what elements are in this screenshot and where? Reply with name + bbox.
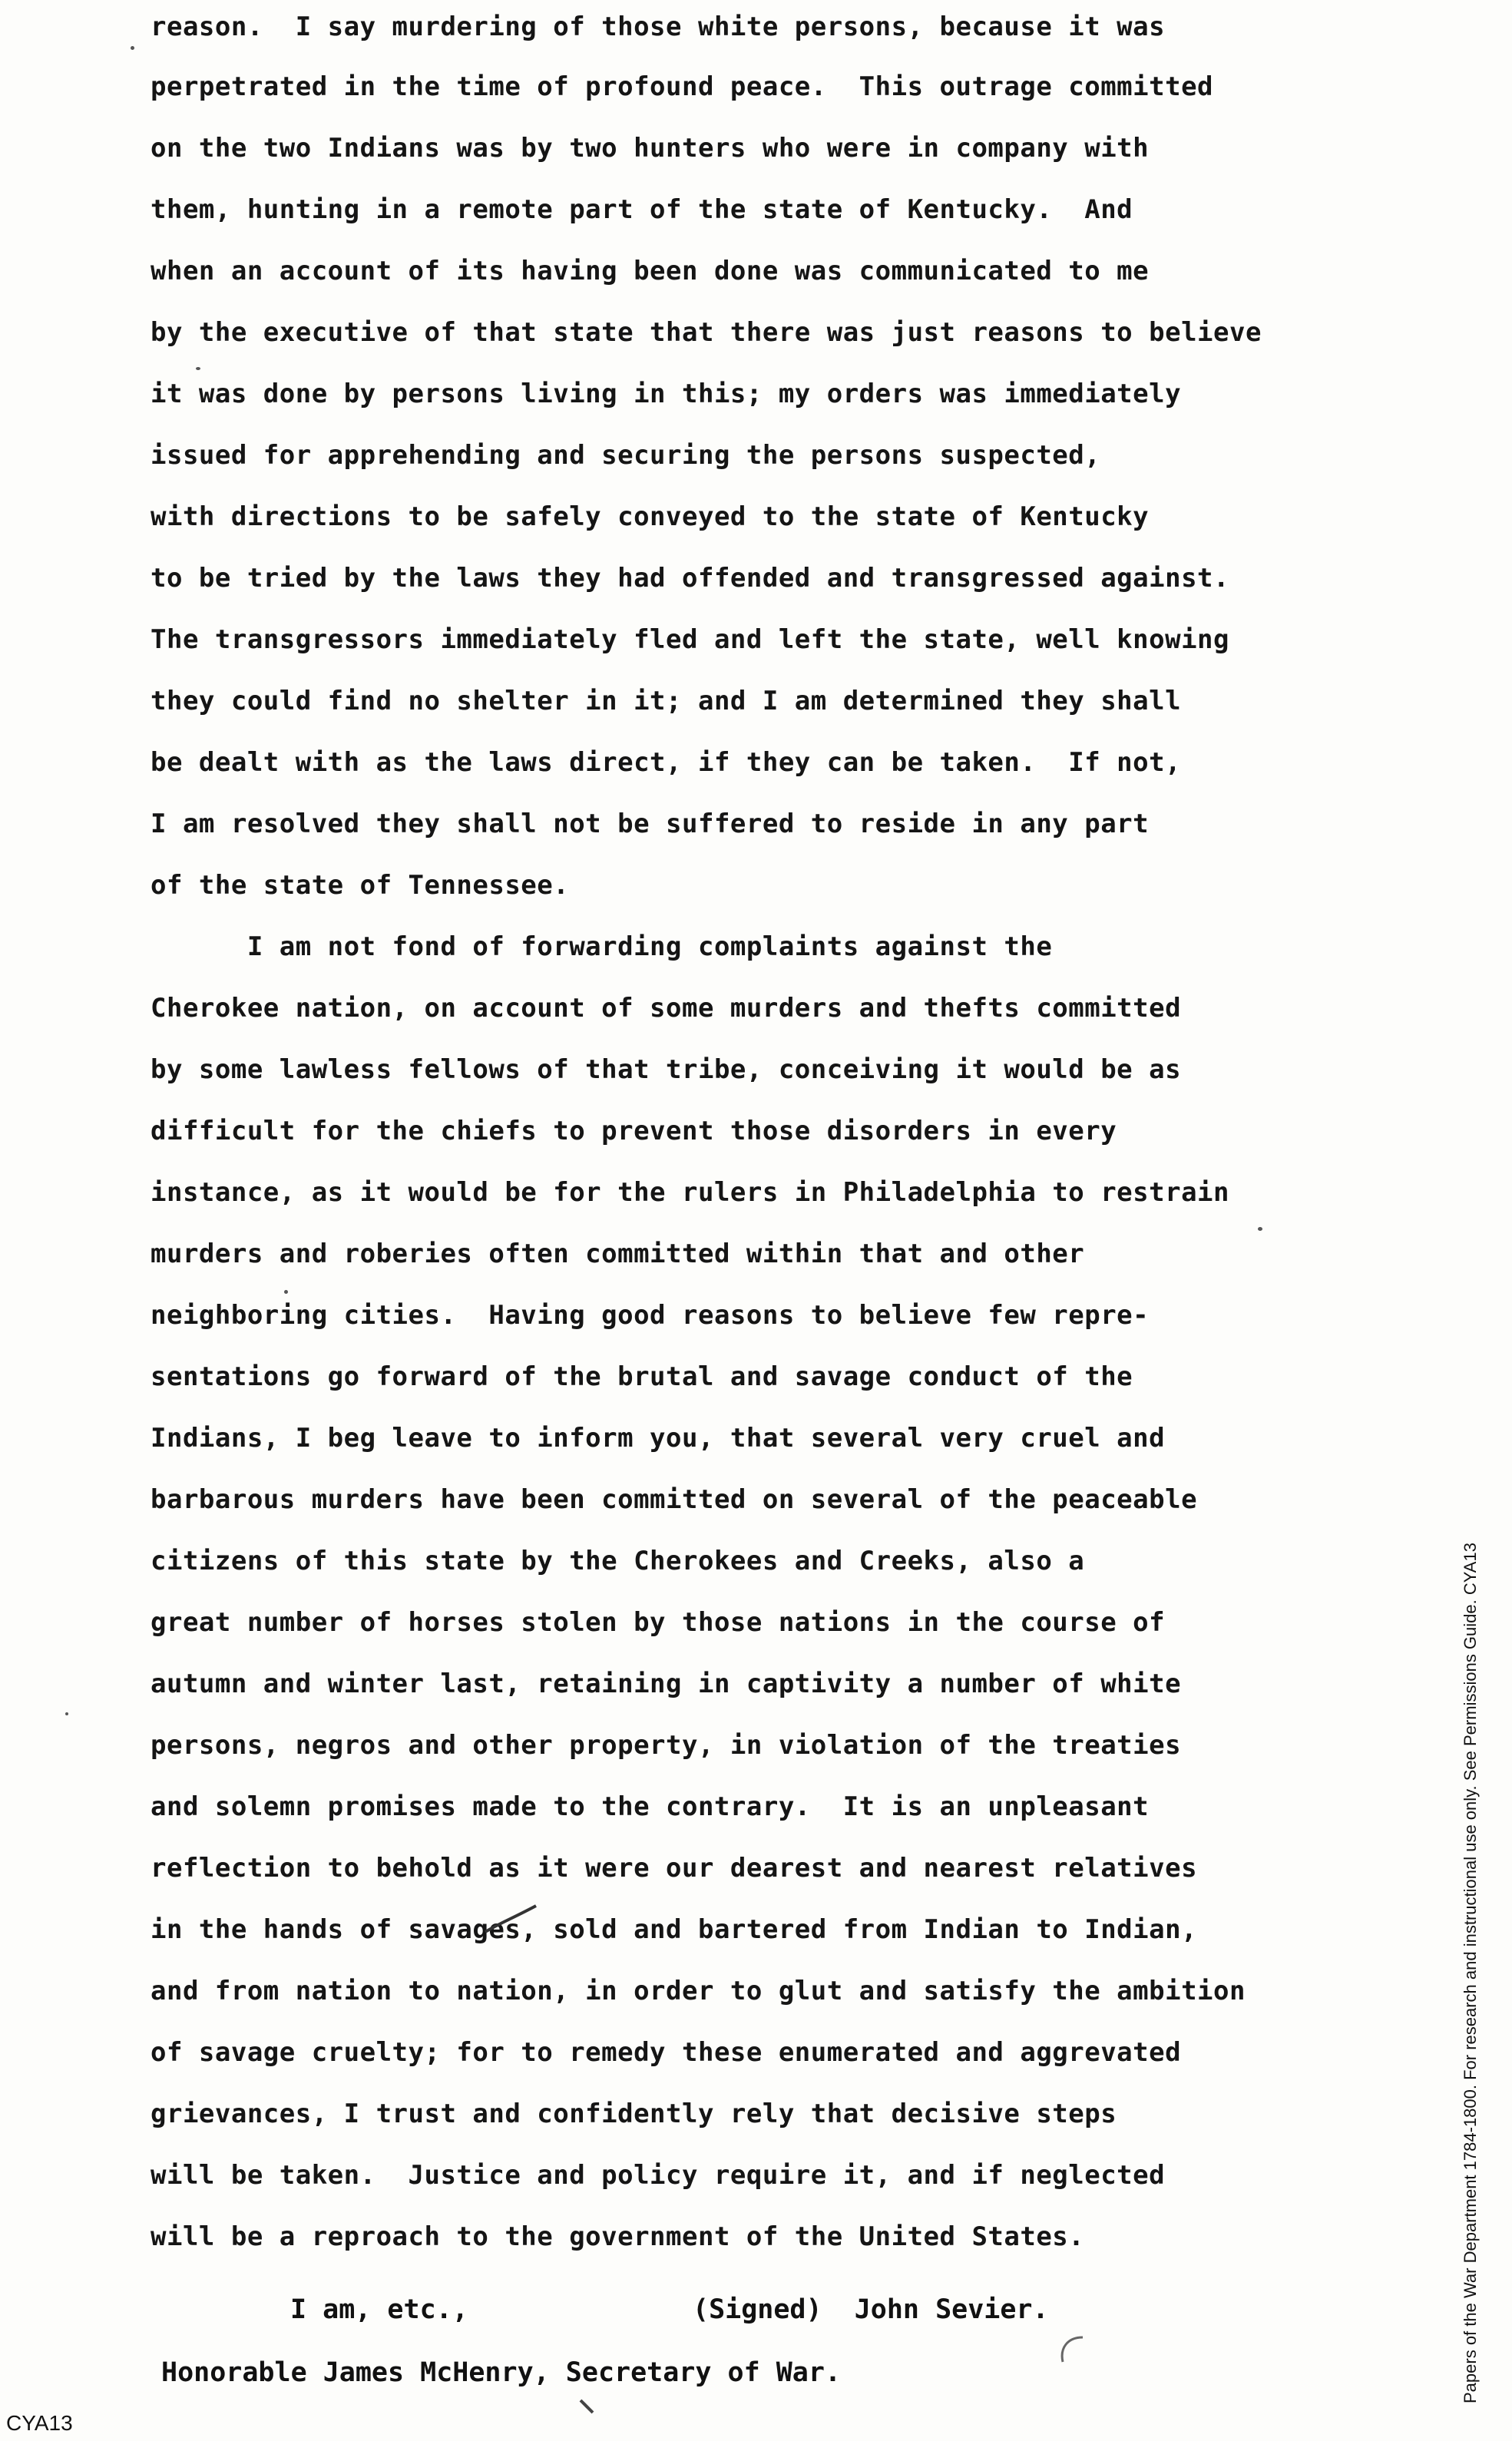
letter-line: grievances, I trust and confidently rely that decisive steps [151, 2099, 1117, 2129]
addressee-line: Honorable James McHenry, Secretary of War. [161, 2357, 842, 2388]
letter-line: autumn and winter last, retaining in captivity a number of white [151, 1669, 1182, 1699]
letter-line: perpetrated in the time of profound peace. This outrage committed [151, 71, 1214, 102]
letter-line: and solemn promises made to the contrary. It is an unpleasant [151, 1791, 1150, 1822]
letter-line: of the state of Tennessee. [151, 870, 570, 901]
letter-line: issued for apprehending and securing the persons suspected, [151, 440, 1101, 471]
letter-line: will be a reproach to the government of the United States. [151, 2221, 1085, 2252]
letter-line: them, hunting in a remote part of the state of Kentucky. And [151, 194, 1133, 225]
scan-speck [284, 1290, 288, 1294]
letter-line: when an account of its having been done was communicated to me [151, 256, 1150, 286]
pen-curl-mark [1052, 2333, 1098, 2371]
scan-speck [196, 367, 200, 370]
letter-line: in the hands of savages, sold and bartered from Indian to Indian, [151, 1914, 1198, 1945]
letter-line: I am not fond of forwarding complaints against the [151, 931, 1053, 962]
letter-line: difficult for the chiefs to prevent those disorders in every [151, 1116, 1117, 1146]
closing-salutation: I am, etc., [290, 2294, 468, 2325]
letter-line: reason. I say murdering of those white persons, because it was [151, 12, 1166, 42]
document-id: CYA13 [6, 2411, 73, 2435]
letter-line: to be tried by the laws they had offended and transgressed against. [151, 563, 1229, 594]
letter-line: be dealt with as the laws direct, if they can be taken. If not, [151, 747, 1182, 778]
letter-line: and from nation to nation, in order to glut and satisfy the ambition [151, 1976, 1246, 2006]
letter-line: sentations go forward of the brutal and savage conduct of the [151, 1361, 1133, 1392]
pen-stroke-mark [482, 1901, 544, 1940]
letter-line: citizens of this state by the Cherokees and Creeks, also a [151, 1546, 1085, 1576]
letter-line: Cherokee nation, on account of some murders and thefts committed [151, 993, 1182, 1024]
letter-line: of savage cruelty; for to remedy these enumerated and aggrevated [151, 2037, 1182, 2068]
letter-line: barbarous murders have been committed on several of the peaceable [151, 1484, 1198, 1515]
letter-line: instance, as it would be for the rulers in Philadelphia to restrain [151, 1177, 1229, 1208]
letter-line: murders and roberies often committed within that and other [151, 1239, 1085, 1269]
letter-line: I am resolved they shall not be suffered to reside in any part [151, 809, 1150, 839]
letter-line: they could find no shelter in it; and I am determined they shall [151, 686, 1182, 716]
letter-line: neighboring cities. Having good reasons to believe few repre- [151, 1300, 1150, 1331]
letter-line: by the executive of that state that there was just reasons to believe [151, 317, 1262, 348]
letter-line: great number of horses stolen by those nations in the course of [151, 1607, 1166, 1638]
letter-line: by some lawless fellows of that tribe, conceiving it would be as [151, 1054, 1182, 1085]
letter-line: it was done by persons living in this; my orders was immediately [151, 379, 1182, 409]
margin-permissions-note: Papers of the War Department 1784-1800. For research and instructional use only. See Permissions Guide. CYA13 [1461, 1543, 1480, 2403]
letter-line: reflection to behold as it were our dearest and nearest relatives [151, 1853, 1198, 1884]
scan-speck [131, 46, 134, 50]
letter-line: persons, negros and other property, in violation of the treaties [151, 1730, 1182, 1761]
scan-speck [65, 1712, 68, 1715]
letter-line: Indians, I beg leave to inform you, that several very cruel and [151, 1423, 1166, 1454]
letter-line: The transgressors immediately fled and left the state, well knowing [151, 624, 1229, 655]
letter-line: on the two Indians was by two hunters who were in company with [151, 133, 1150, 164]
letter-line: with directions to be safely conveyed to the state of Kentucky [151, 501, 1150, 532]
scan-speck [1258, 1227, 1262, 1231]
pen-tick-mark [577, 2396, 600, 2419]
signature-line: (Signed) John Sevier. [693, 2294, 1049, 2325]
letter-line: will be taken. Justice and policy require it, and if neglected [151, 2160, 1166, 2191]
